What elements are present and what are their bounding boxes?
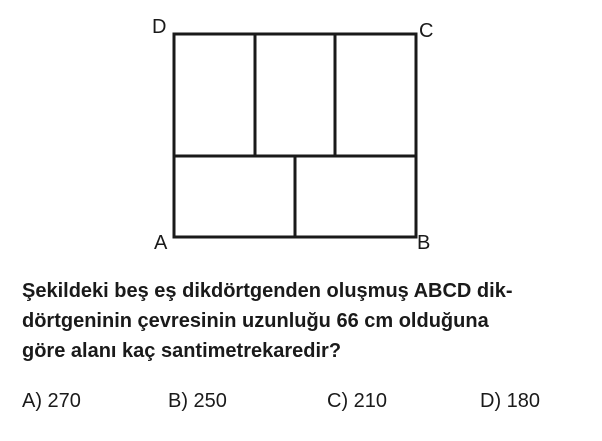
option-c[interactable]: C) 210 [327,390,388,412]
vertex-label-a: A [154,232,168,254]
question-line-1: Şekildeki beş eş dikdörtgenden oluşmuş ABCD dik- [22,280,513,302]
vertex-label-d: D [152,16,167,38]
option-b[interactable]: B) 250 [168,390,227,412]
question-text [22,276,588,366]
vertex-label-b: B [417,232,431,254]
question-line-2: dörtgeninin çevresinin uzunluğu 66 cm olduğuna [22,310,489,332]
option-d[interactable]: D) 180 [480,390,541,412]
vertex-label-c: C [419,20,434,42]
question-line-3: göre alanı kaç santimetrekaredir? [22,340,342,362]
option-a[interactable]: A) 270 [22,390,81,412]
